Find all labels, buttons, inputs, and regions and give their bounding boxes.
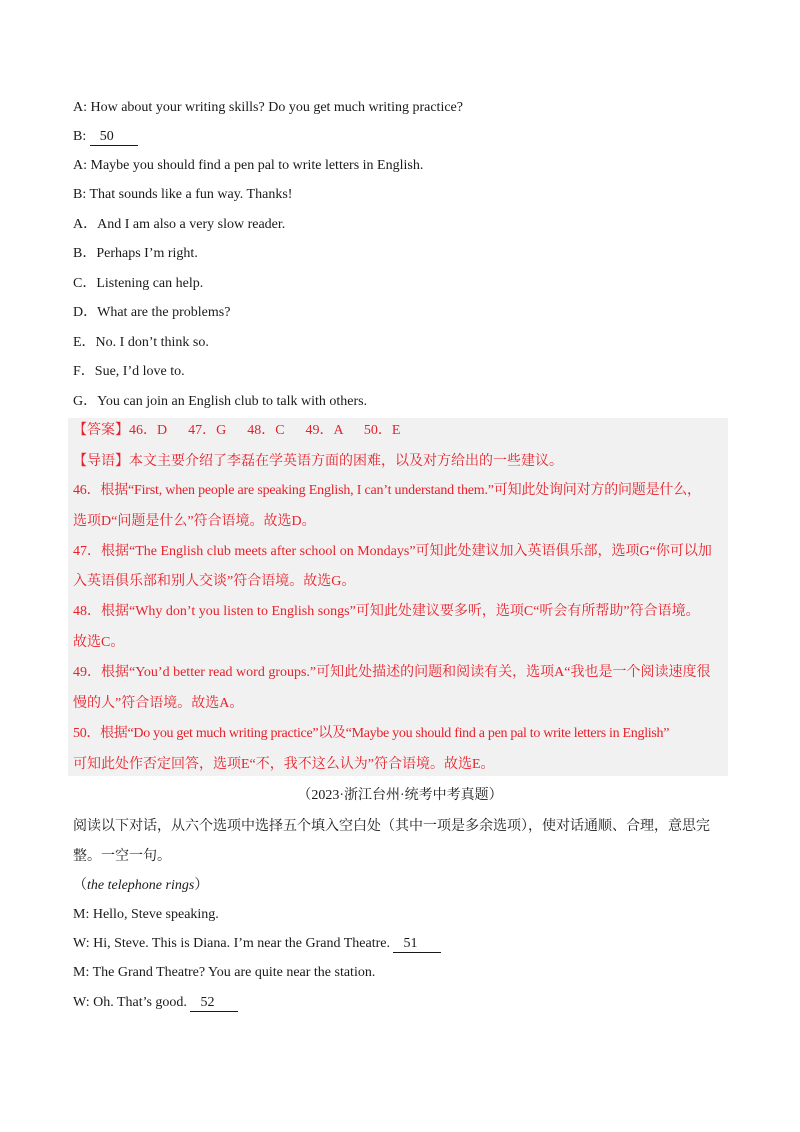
explanation-46: 46．根据“First, when people are speaking English, I can’t understand them.”可知此处询问对方的问题是什么， xyxy=(73,483,701,498)
answer-blank-52: 52 xyxy=(190,995,238,1012)
option-item: E．No. I don’t think so. xyxy=(73,335,209,350)
question-source: （2023·浙江台州·统考中考真题） xyxy=(297,788,503,803)
explanation-47: 47．根据“The English club meets after school on Mondays”可知此处建议加入英语俱乐部，选项G“你可以加 xyxy=(73,544,712,559)
dialogue-line: M: Hello, Steve speaking. xyxy=(73,907,219,922)
answer-blank-51: 51 xyxy=(393,936,441,953)
option-item: F．Sue, I’d love to. xyxy=(73,364,185,379)
answer-blank-50: 50 xyxy=(90,129,138,146)
option-item: D．What are the problems? xyxy=(73,305,231,320)
option-item: G．You can join an English club to talk with others. xyxy=(73,394,368,409)
explanation-46-cont: 选项D“问题是什么”符合语境。故选D。 xyxy=(73,514,316,529)
dialogue-line: A: Maybe you should find a pen pal to write letters in English. xyxy=(73,158,424,173)
option-item: B．Perhaps I’m right. xyxy=(73,246,198,261)
explanation-48-cont: 故选C。 xyxy=(73,635,125,650)
option-item: C．Listening can help. xyxy=(73,276,204,291)
explanation-50-cont: 可知此处作否定回答，选项E“不，我不这么认为”符合语境。故选E。 xyxy=(73,757,495,772)
instructions-cont: 整。一空一句。 xyxy=(73,849,171,864)
dialogue-line: W: Hi, Steve. This is Diana. I’m near the Grand Theatre. 51 xyxy=(73,934,740,954)
explanation-48: 48．根据“Why don’t you listen to English songs”可知此处建议要多听，选项C“听会有所帮助”符合语境。 xyxy=(73,604,700,619)
explanation-47-cont: 入英语俱乐部和别人交谈”符合语境。故选G。 xyxy=(73,574,356,589)
explanation-49-cont: 慢的人”符合语境。故选A。 xyxy=(73,696,244,711)
option-item: A．And I am also a very slow reader. xyxy=(73,217,286,232)
dialogue-line: A: How about your writing skills? Do you get much writing practice? xyxy=(73,100,463,115)
dialogue-line xyxy=(73,127,740,147)
dialogue-line: B: That sounds like a fun way. Thanks! xyxy=(73,187,293,202)
explanation-49: 49．根据“You’d better read word groups.”可知此处描述的问题和阅读有关，选项A“我也是一个阅读速度很 xyxy=(73,665,711,680)
instructions: 阅读以下对话，从六个选项中选择五个填入空白处（其中一项是多余选项），使对话通顺、合理，意思完 xyxy=(73,819,710,834)
explanation-50: 50．根据“Do you get much writing practice”以及“Maybe you should find a pen pal to write letters in English” xyxy=(73,726,670,741)
stage-direction: （the telephone rings） xyxy=(73,878,209,893)
guide-text: 【导语】本文主要介绍了李磊在学英语方面的困难，以及对方给出的一些建议。 xyxy=(73,454,563,469)
dialogue-line: M: The Grand Theatre? You are quite near the station. xyxy=(73,965,376,980)
dialogue-line: W: Oh. That’s good. 52 xyxy=(73,993,740,1013)
speaker-label: B: xyxy=(73,129,87,144)
answer-key: 【答案】46．D 47．G 48．C 49．A 50．E xyxy=(73,423,401,438)
